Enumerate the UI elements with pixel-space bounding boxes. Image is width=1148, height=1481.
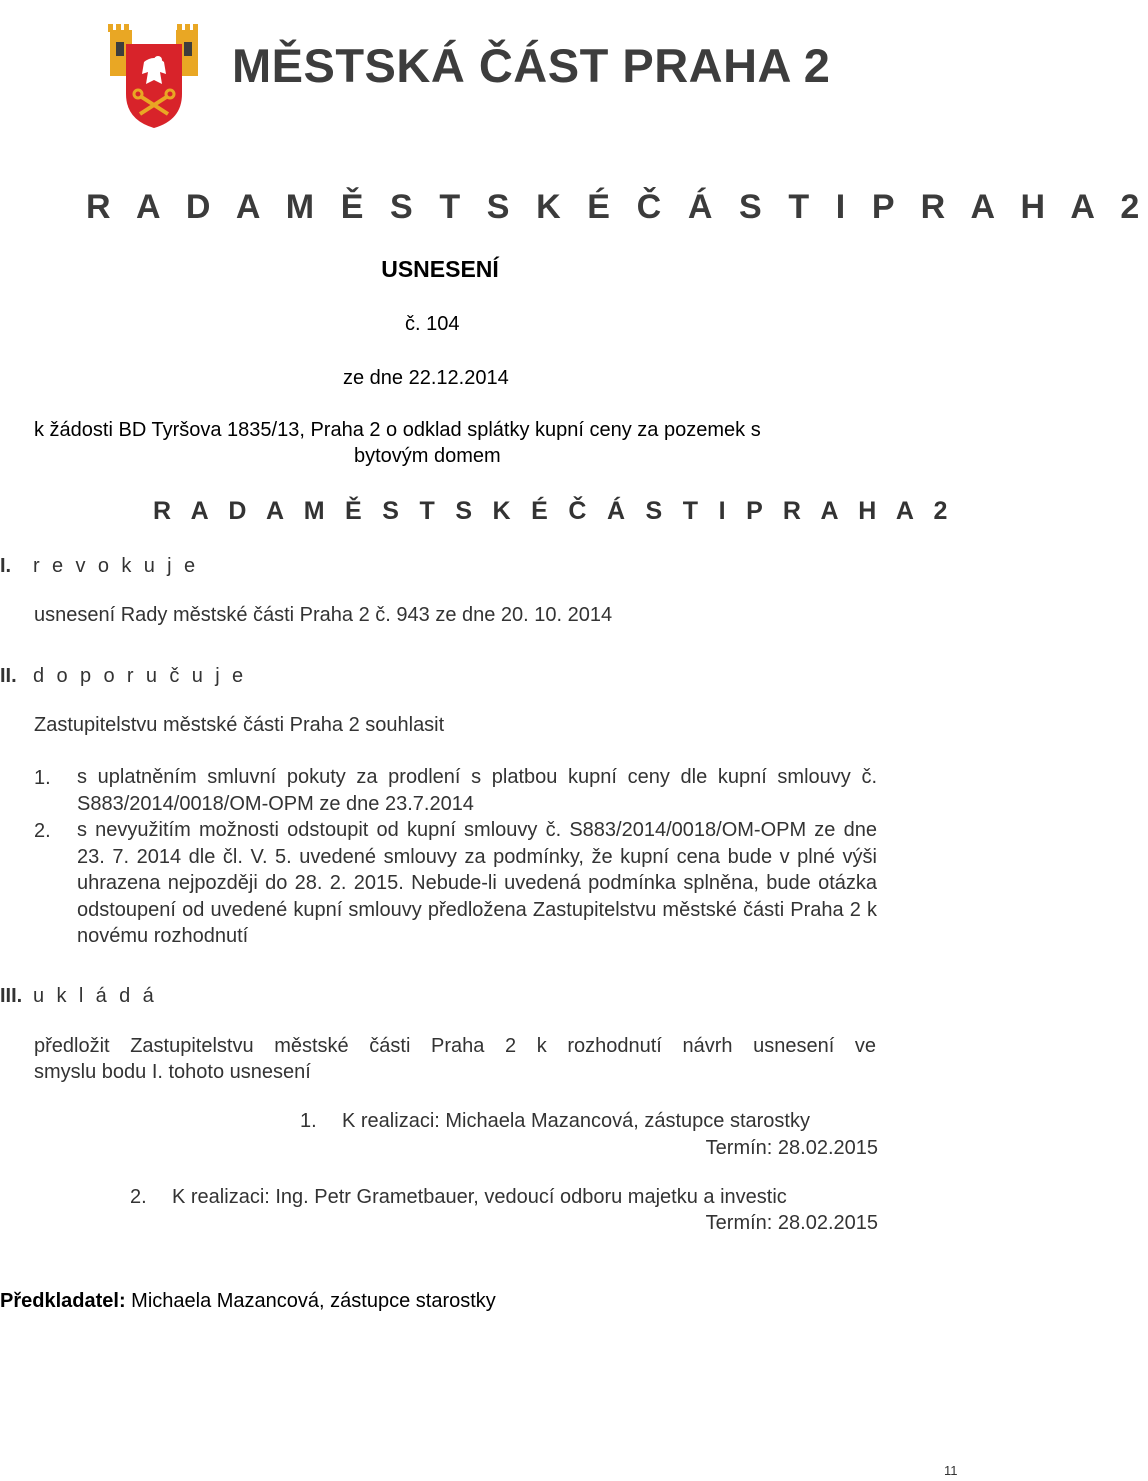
- section-3-text-line-2: smyslu bodu I. tohoto usnesení: [34, 1061, 311, 1083]
- page-number: 11: [944, 1463, 958, 1478]
- document-type: USNESENÍ: [381, 256, 499, 282]
- assignment-2-term: Termín: 28.02.2015: [705, 1212, 878, 1234]
- subject-line-1: k žádosti BD Tyršova 1835/13, Praha 2 o odklad splátky kupní ceny za pozemek s: [34, 419, 761, 441]
- submitter-line: [0, 1290, 496, 1313]
- section-2-numeral: II.: [0, 665, 17, 687]
- section-3-numeral: III.: [0, 985, 23, 1007]
- logo-wordmark: MĚSTSKÁ ČÁST PRAHA 2: [232, 39, 831, 92]
- section-1-verb: r e v o k u j e: [33, 555, 199, 577]
- section-1-numeral: I.: [0, 555, 12, 577]
- assignment-2-text: K realizaci: Ing. Petr Grametbauer, vedoucí odboru majetku a investic: [172, 1186, 787, 1208]
- section-2-intro: Zastupitelstvu městské části Praha 2 souhlasit: [34, 714, 445, 736]
- section-3-verb: u k l á d á: [33, 985, 158, 1007]
- council-heading: R A D A M Ě S T S K É Č Á S T I P R A H A 2: [153, 497, 955, 525]
- submitter-label: Předkladatel:: [0, 1290, 126, 1312]
- assignment-2-number: 2.: [130, 1186, 147, 1208]
- subject-line-2: bytovým domem: [354, 445, 501, 467]
- recommendation-2-text: s nevyužitím možnosti odstoupit od kupní smlouvy č. S883/2014/0018/OM-OPM ze dne 23. 7. 2014 dle čl. V. 5. uvedené smlouvy za podmínky, že kupní cena bude v plné výši uhrazena nejpozději do 28. 2. 2015. Nebude-li uvedená podmínka splněna, bude otázka odstoupení od uvedené kupní smlouvy předložena Zastupitelstvu městské části Praha 2 k novému rozhodnutí: [77, 819, 877, 947]
- assignment-1-text: K realizaci: Michaela Mazancová, zástupce starostky: [342, 1110, 810, 1132]
- recommendation-1-text: s uplatněním smluvní pokuty za prodlení s platbou kupní ceny dle kupní smlouvy č. S883/2014/0018/OM-OPM ze dne 23.7.2014: [77, 766, 877, 815]
- resolution-date: ze dne 22.12.2014: [343, 367, 509, 389]
- resolution-number: č. 104: [405, 313, 460, 335]
- submitter-name: Michaela Mazancová, zástupce starostky: [131, 1290, 496, 1312]
- section-1-text: usnesení Rady městské části Praha 2 č. 943 ze dne 20. 10. 2014: [34, 604, 613, 626]
- recommendation-2-number: 2.: [34, 820, 51, 842]
- prague-2-crest-logo: [104, 22, 204, 130]
- section-3-text-line-1: předložit Zastupitelstvu městské části Praha 2 k rozhodnutí návrh usnesení ve: [34, 1035, 876, 1057]
- assignment-1-term: Termín: 28.02.2015: [705, 1137, 878, 1159]
- section-2-verb: d o p o r u č u j e: [33, 665, 247, 687]
- assignment-1-number: 1.: [300, 1110, 317, 1132]
- recommendation-1-number: 1.: [34, 767, 51, 789]
- document-title: R A D A M Ě S T S K É Č Á S T I P R A H A 2: [86, 188, 1148, 226]
